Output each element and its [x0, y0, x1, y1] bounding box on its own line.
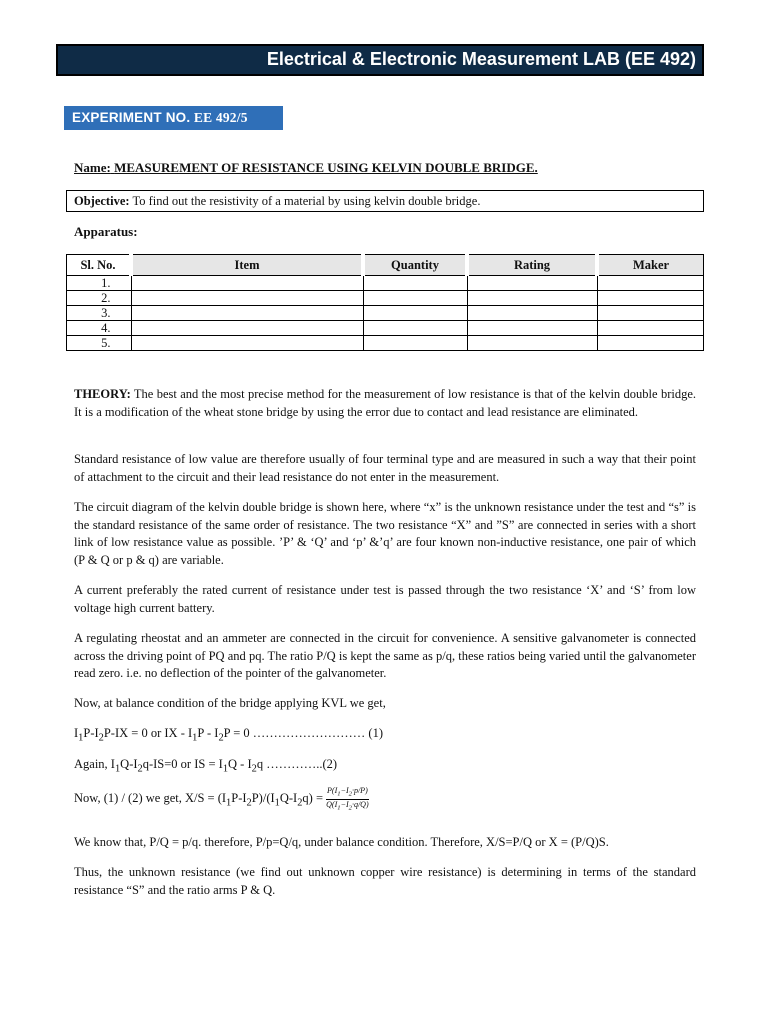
theory-paragraph: Standard resistance of low value are therefore usually of four terminal type and are measured in such a way that their point of attachment to the circuit and their lead resistance do not enter in the measurement. — [74, 452, 696, 484]
fraction-formula: $\frac{P(I_1-I_2\cdot p/P)}{Q(I_1-I_2\cdot q/Q)}$ — [326, 786, 369, 812]
equation-1: $I_1P-I_2P-IX = 0$ or IX - $I_1P - I_2P = 0$ ……………………… (1) — [74, 726, 384, 744]
experiment-label: EXPERIMENT NO. — [72, 110, 191, 125]
theory-label: THEORY: — [74, 387, 131, 401]
table-row — [67, 306, 704, 321]
theory-paragraph: Now, at balance condition of the bridge applying KVL we get, — [74, 696, 386, 710]
table-row — [67, 336, 704, 351]
experiment-number-box — [64, 106, 283, 130]
col-header: Quantity — [363, 255, 467, 276]
table-header-row — [67, 255, 704, 276]
header-title: Electrical & Electronic Measurement LAB (EE 492) — [266, 49, 696, 69]
theory-paragraph: THEORY: The best and the most precise method for the measurement of low resistance is that of the kelvin double bridge. It is a modification of the wheat stone bridge by using the error due to contact and lead resistance are eliminated. — [74, 387, 697, 419]
theory-paragraph: We know that, P/Q = p/q. therefore, P/p=Q/q, under balance condition. Therefore, X/S=P/Q or X = (P/Q)S. — [74, 835, 609, 849]
theory-paragraph: The circuit diagram of the kelvin double bridge is shown here, where “x” is the unknown resistance under the test and “s” is the standard resistance of the same order of resistance. The two resistance “X” and ”S” are connected in series with a short link of low resistance value as possible. ’P’ & ‘Q’ and ‘p’ &’q’ are four known non-inductive resistance, one pair of which (P & Q or p & q) are variable. — [74, 500, 696, 567]
row-number: 3. — [67, 306, 132, 321]
equation-3: Now, (1) / (2) we get, $X/S = (I_1P-I_2P)/(I_1Q-I_2q)$ = $\frac{P(I_1-I_2\cdot p/P)}{Q(I_1-I_2\cdot q/Q)}$ — [74, 786, 369, 812]
theory-paragraph: A regulating rheostat and an ammeter are connected in the circuit for convenience. A sensitive galvanometer is connected across the driving point of PQ and pq. The ratio P/Q is kept the same as p/q, these ratios being varied until the galvanometer read zero. i.e. no deflection of the pointer of the galvanometer. — [74, 631, 696, 680]
experiment-name: Name: MEASUREMENT OF RESISTANCE USING KELVIN DOUBLE BRIDGE. — [74, 160, 538, 175]
row-number: 4. — [67, 321, 132, 336]
col-header: Sl. No. — [67, 255, 132, 276]
row-number: 2. — [67, 291, 132, 306]
equation-2: Again, $I_1Q-I_2q-IS=0$ or IS = $I_1Q - I_2q$ …………..(2) — [74, 757, 338, 775]
objective-label: Objective: — [74, 194, 130, 208]
theory-paragraph: Thus, the unknown resistance (we find out unknown copper wire resistance) is determining in terms of the standard resistance “S” and the ratio arms P & Q. — [74, 865, 696, 897]
col-header: Item — [131, 255, 363, 276]
apparatus-label: Apparatus: — [74, 224, 138, 239]
objective-box — [66, 190, 704, 212]
row-number: 1. — [67, 276, 132, 291]
objective-text: To find out the resistivity of a material by using kelvin double bridge. — [132, 194, 481, 208]
apparatus-table — [66, 254, 704, 351]
table-row — [67, 321, 704, 336]
col-header: Rating — [467, 255, 597, 276]
row-number: 5. — [67, 336, 132, 351]
theory-paragraph: A current preferably the rated current of resistance under test is passed through the two resistance ‘X’ and ‘S’ from low voltage high current battery. — [74, 583, 696, 615]
table-row — [67, 291, 704, 306]
experiment-number: EE 492/5 — [193, 110, 248, 125]
col-header: Maker — [597, 255, 704, 276]
header-bar — [56, 44, 704, 76]
table-row — [67, 276, 704, 291]
